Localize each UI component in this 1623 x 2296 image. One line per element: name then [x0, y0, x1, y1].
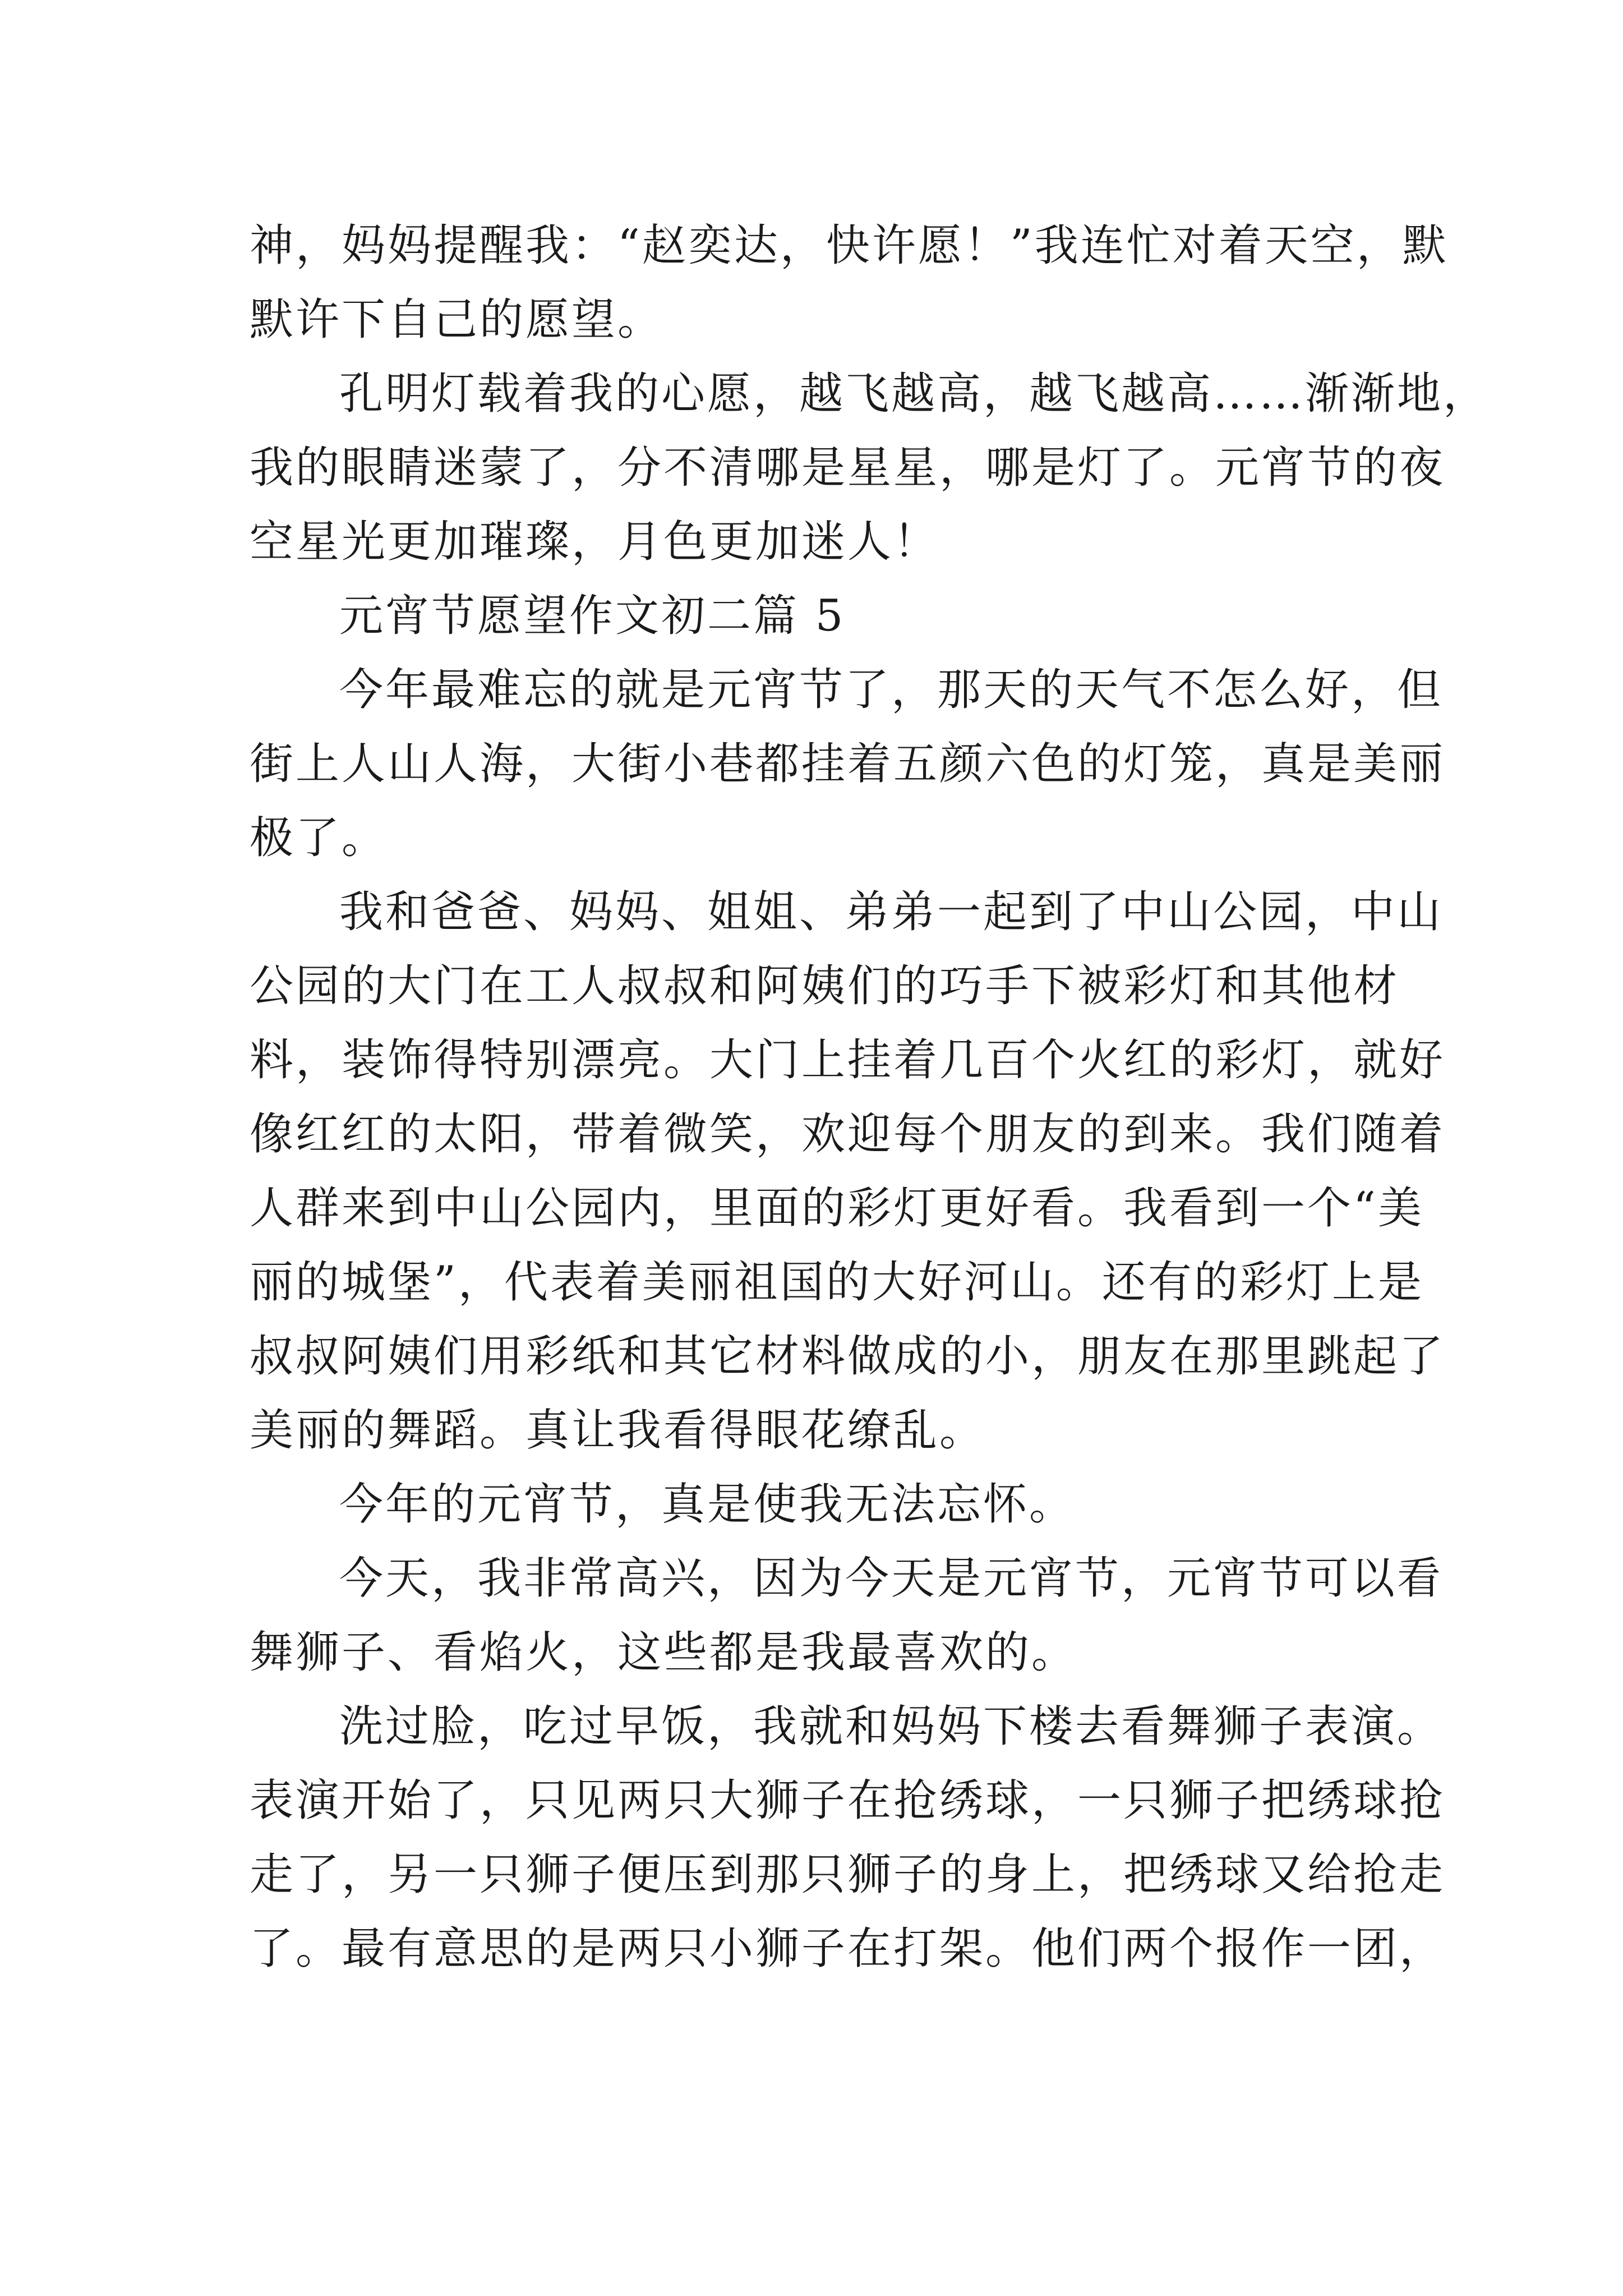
text-line: 我的眼睛迷蒙了，分不清哪是星星，哪是灯了。元宵节的夜 — [250, 443, 1446, 493]
text-line: 孔明灯载着我的心愿，越飞越高，越飞越高……渐渐地， — [339, 369, 1490, 419]
paragraph — [250, 1542, 1444, 1690]
text-line: 人群来到中山公园内，里面的彩灯更好看。我看到一个“美 — [250, 1183, 1424, 1234]
text-line: 空星光更加璀璨，月色更加迷人！ — [250, 517, 940, 567]
section-heading — [250, 579, 1394, 653]
paragraph — [250, 1690, 1446, 1986]
document-body — [250, 209, 1490, 1986]
text-line: 洗过脸，吃过早饭，我就和妈妈下楼去看舞狮子表演。 — [339, 1701, 1444, 1752]
text-line: 料，装饰得特别漂亮。大门上挂着几百个火红的彩灯，就好 — [250, 1035, 1446, 1085]
text-line: 公园的大门在工人叔叔和阿姨们的巧手下被彩灯和其他材 — [250, 961, 1400, 1011]
text-line: 元宵节愿望作文初二篇 5 — [339, 591, 846, 641]
text-line: 了。最有意思的是两只小狮子在打架。他们两个报作一团， — [250, 1924, 1446, 1974]
paragraph — [250, 357, 1490, 579]
paragraph — [250, 209, 1449, 357]
text-line: 美丽的舞蹈。真让我看得眼花缭乱。 — [250, 1405, 986, 1456]
text-line: 叔叔阿姨们用彩纸和其它材料做成的小，朋友在那里跳起了 — [250, 1331, 1446, 1382]
text-line: 走了，另一只狮子便压到那只狮子的身上，把绣球又给抢走 — [250, 1849, 1446, 1900]
text-line: 丽的城堡”，代表着美丽祖国的大好河山。还有的彩灯上是 — [250, 1257, 1424, 1308]
text-line: 今年的元宵节，真是使我无法忘怀。 — [339, 1479, 1076, 1530]
paragraph — [250, 875, 1446, 1467]
text-line: 舞狮子、看焰火，这些都是我最喜欢的。 — [250, 1627, 1078, 1678]
paragraph — [250, 653, 1446, 875]
text-line: 街上人山人海，大街小巷都挂着五颜六色的灯笼，真是美丽 — [250, 739, 1446, 789]
text-line: 神，妈妈提醒我：“赵奕达，快许愿！”我连忙对着天空，默 — [250, 220, 1449, 271]
text-line: 表演开始了，只见两只大狮子在抢绣球，一只狮子把绣球抢 — [250, 1775, 1446, 1826]
text-line: 默许下自己的愿望。 — [250, 295, 664, 345]
text-line: 极了。 — [250, 813, 388, 863]
text-line: 像红红的太阳，带着微笑，欢迎每个朋友的到来。我们随着 — [250, 1109, 1446, 1159]
text-line: 今天，我非常高兴，因为今天是元宵节，元宵节可以看 — [339, 1553, 1444, 1604]
text-line: 我和爸爸、妈妈、姐姐、弟弟一起到了中山公园，中山 — [339, 887, 1444, 937]
text-line: 今年最难忘的就是元宵节了，那天的天气不怎么好，但 — [339, 665, 1444, 715]
paragraph — [250, 1467, 1394, 1542]
